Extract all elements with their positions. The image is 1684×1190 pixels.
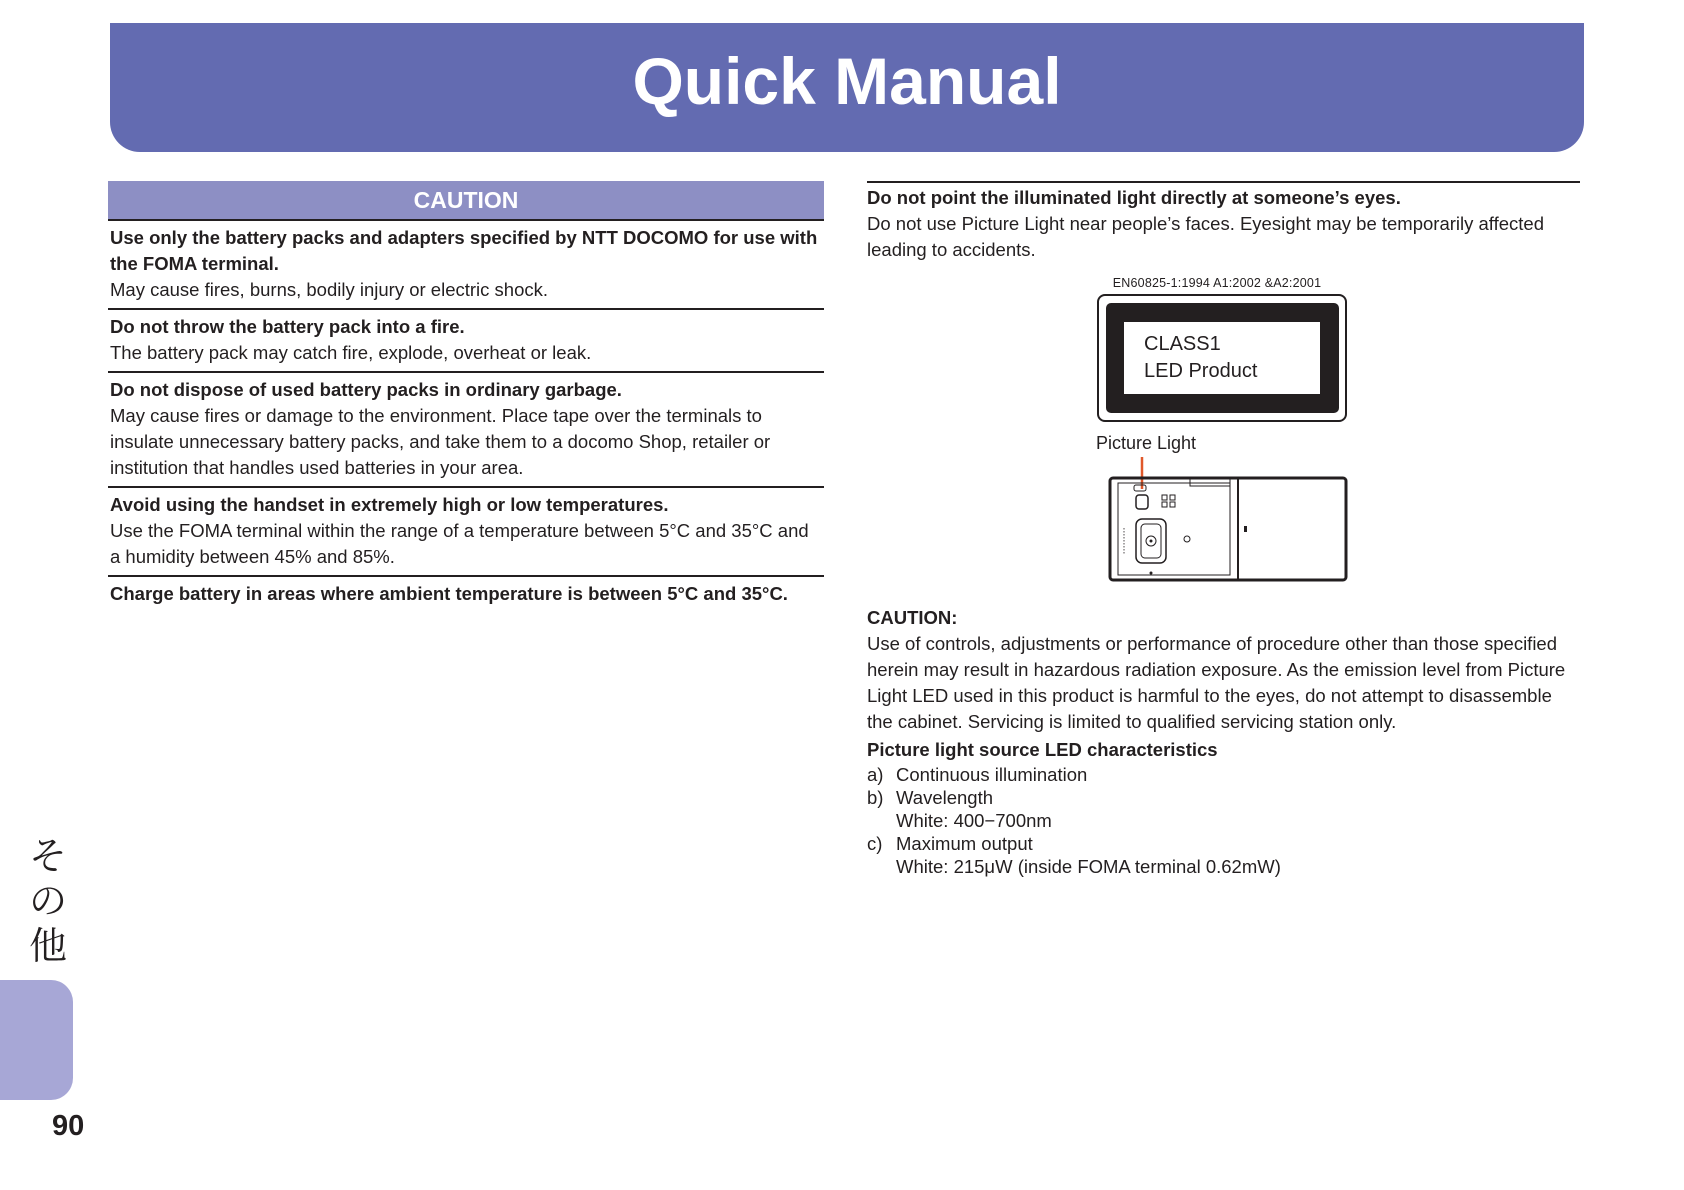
small-light: [1134, 485, 1146, 491]
caution-item-body: Use the FOMA terminal within the range of a temperature between 5°C and 35°C and a humidity between 45% and 85%.: [110, 520, 809, 567]
caution-item: [108, 486, 824, 575]
caution-body: Use of controls, adjustments or performance of procedure other than those specified herein may result in hazardous radiation exposure. As the emission level from Picture Light LED used in this product is harmful to the eyes, do not attempt to disassemble the cabinet. Servicing is limited to qualified servicing station only.: [867, 633, 1566, 732]
page-title: Quick Manual: [632, 43, 1062, 118]
camera-panel: [1118, 483, 1230, 575]
label-class: CLASS1: [1144, 333, 1221, 355]
list-subitem: White: 215μW (inside FOMA terminal 0.62mW): [896, 856, 1281, 877]
phone-body: [1110, 478, 1346, 580]
standard-reference: EN60825-1:1994 A1:2002 &A2:2001: [1112, 276, 1322, 290]
led-characteristics-list: [867, 763, 1580, 878]
eye-warning-body: Do not use Picture Light near people’s faces. Eyesight may be temporarily affected leading to accidents.: [867, 213, 1545, 260]
caution-item-body: May cause fires or damage to the environment. Place tape over the terminals to insulate unnecessary battery packs, and take them to a docomo Shop, retailer or institution that handles used batteries in your area.: [110, 405, 771, 478]
divider: [867, 181, 1580, 183]
caution-item-body: The battery pack may catch fire, explode, overheat or leak.: [110, 342, 592, 363]
picture-light-label: Picture Light: [1096, 433, 1197, 453]
header-banner: [110, 23, 1584, 152]
caution-heading: CAUTION: [108, 181, 824, 219]
list-subitem: White: 400−700nm: [896, 810, 1052, 831]
led-warning-column: [867, 181, 1580, 263]
caution-item-title: Avoid using the handset in extremely high or low temperatures.: [110, 494, 669, 515]
caution-item-title: Charge battery in areas where ambient temperature is between 5°C and 35°C.: [110, 583, 788, 604]
eye-warning-title: Do not point the illuminated light directly at someone’s eyes.: [867, 187, 1401, 208]
section-tab: [0, 980, 73, 1100]
caution-item-title: Do not throw the battery pack into a fire.: [110, 316, 465, 337]
class1-label-diagram: [1097, 276, 1347, 422]
list-item: b) Wavelength: [867, 787, 994, 808]
led-characteristics-title: Picture light source LED characteristics: [867, 739, 1218, 760]
phone-illustration: [1090, 433, 1350, 583]
led-caution-section: [867, 603, 1580, 878]
list-item: c) Maximum output: [867, 833, 1033, 854]
caution-title: CAUTION:: [867, 607, 958, 628]
caution-item-body: May cause fires, burns, bodily injury or electric shock.: [110, 279, 549, 300]
caution-item-title: Use only the battery packs and adapters specified by NTT DOCOMO for use with the FOMA terminal.: [110, 227, 818, 274]
section-label: そ の 他: [28, 836, 67, 968]
label-frame: [1097, 294, 1347, 422]
caution-column: [108, 181, 824, 612]
label-product: LED Product: [1144, 360, 1258, 382]
picture-light: [1136, 495, 1148, 509]
page-number: 90: [52, 1110, 85, 1142]
caution-item: [108, 371, 824, 486]
list-item: a) Continuous illumination: [867, 764, 1088, 785]
caution-item-title: Do not dispose of used battery packs in ordinary garbage.: [110, 379, 622, 400]
caution-item: [108, 308, 824, 371]
phone-back-diagram: [1090, 433, 1350, 583]
caution-item: [108, 575, 824, 612]
caution-item: [108, 219, 824, 308]
